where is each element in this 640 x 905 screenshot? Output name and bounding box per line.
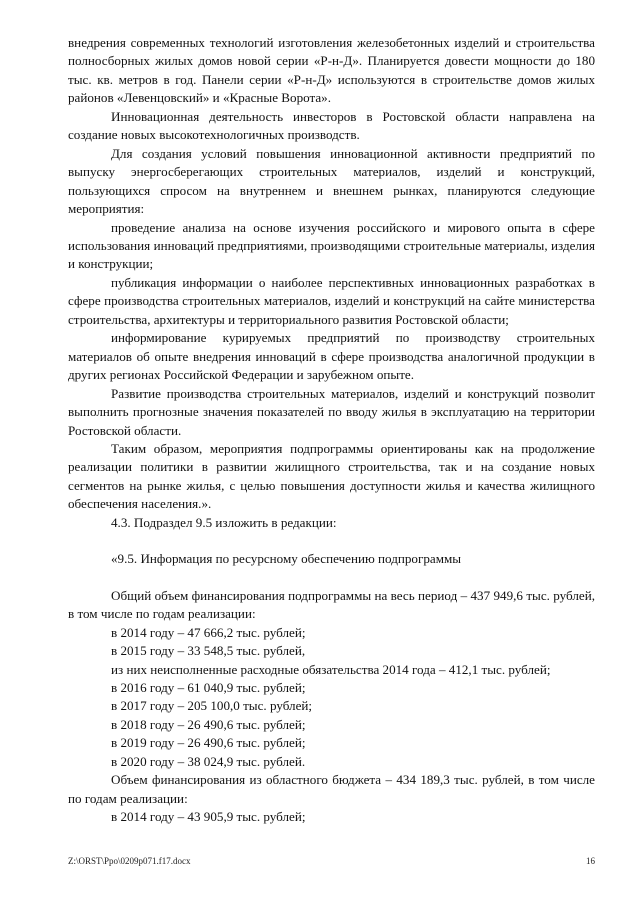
paragraph: Для создания условий повышения инновационной активности предприятий по выпуску энергосберегающих строительных материалов, изделий и конструкций, пользующихся спросом на внутреннем и внешнем рынках, планируются следующие мероприятия: bbox=[68, 145, 595, 217]
document-page bbox=[68, 34, 595, 827]
list-item: в 2016 году – 61 040,9 тыс. рублей; bbox=[111, 679, 306, 695]
financing-years-list bbox=[68, 624, 595, 661]
list-item: в 2014 году – 43 905,9 тыс. рублей; bbox=[111, 809, 306, 825]
list-item: в 2020 году – 38 024,9 тыс. рублей. bbox=[111, 753, 306, 769]
paragraph: Развитие производства строительных материалов, изделий и конструкций позволит выполнить прогнозные значения показателей по вводу жилья в эксплуатацию на территории Ростовской области. bbox=[68, 385, 595, 438]
file-path: Z:\ORST\Ppo\0209p071.f17.docx bbox=[68, 856, 191, 866]
section-heading: «9.5. Информация по ресурсному обеспечению подпрограммы bbox=[111, 551, 462, 567]
paragraph: публикация информации о наиболее перспективных инновационных разработках в сфере производства строительных материалов, изделий и конструкций на сайте министерства строительства, архитектуры и территориального развития Ростовской области; bbox=[68, 274, 595, 327]
regional-years-list bbox=[68, 808, 595, 826]
unfulfilled-obligations: из них неисполненные расходные обязательства 2014 года – 412,1 тыс. рублей; bbox=[111, 661, 551, 677]
list-item: в 2014 году – 47 666,2 тыс. рублей; bbox=[111, 624, 306, 640]
regional-budget-intro: Объем финансирования из областного бюджета – 434 189,3 тыс. рублей, в том числе по годам реализации: bbox=[68, 772, 595, 806]
paragraph: информирование курируемых предприятий по производству строительных материалов об опыте внедрения инноваций в сфере производства аналогичной продукции в других регионах Российской Федерации и зарубежном опыте. bbox=[68, 330, 595, 383]
paragraph: внедрения современных технологий изготовления железобетонных изделий и строительства полносборных жилых домов новой серии «Р-н-Д». Планируется довести мощности до 180 тыс. кв. метров в год. Панели серии «Р-н-Д» используются в строительстве домов жилых районов «Левенцовский» и «Красные Ворота». bbox=[68, 35, 595, 106]
financing-years-list bbox=[68, 679, 595, 771]
list-item: в 2019 году – 26 490,6 тыс. рублей; bbox=[111, 735, 306, 751]
paragraph: Инновационная деятельность инвесторов в Ростовской области направлена на создание новых высокотехнологичных производств. bbox=[68, 108, 595, 143]
financing-intro: Общий объем финансирования подпрограммы на весь период – 437 949,6 тыс. рублей, в том числе по годам реализации: bbox=[68, 587, 595, 622]
page-number: 16 bbox=[586, 856, 595, 866]
paragraph: проведение анализа на основе изучения российского и мирового опыта в сфере использования инноваций предприятиями, производящими строительные материалы, изделия и конструкции; bbox=[68, 219, 595, 272]
list-item: в 2018 году – 26 490,6 тыс. рублей; bbox=[111, 716, 306, 732]
list-item: в 2015 году – 33 548,5 тыс. рублей, bbox=[111, 643, 306, 659]
paragraph: 4.3. Подраздел 9.5 изложить в редакции: bbox=[111, 514, 337, 530]
paragraph: Таким образом, мероприятия подпрограммы ориентированы как на продолжение реализации политики в развитии жилищного строительства, так и на создание новых сегментов на рынке жилья, с целью повышения доступности жилья и качества жилищного обеспечения населения.». bbox=[68, 440, 595, 512]
list-item: в 2017 году – 205 100,0 тыс. рублей; bbox=[111, 698, 313, 714]
